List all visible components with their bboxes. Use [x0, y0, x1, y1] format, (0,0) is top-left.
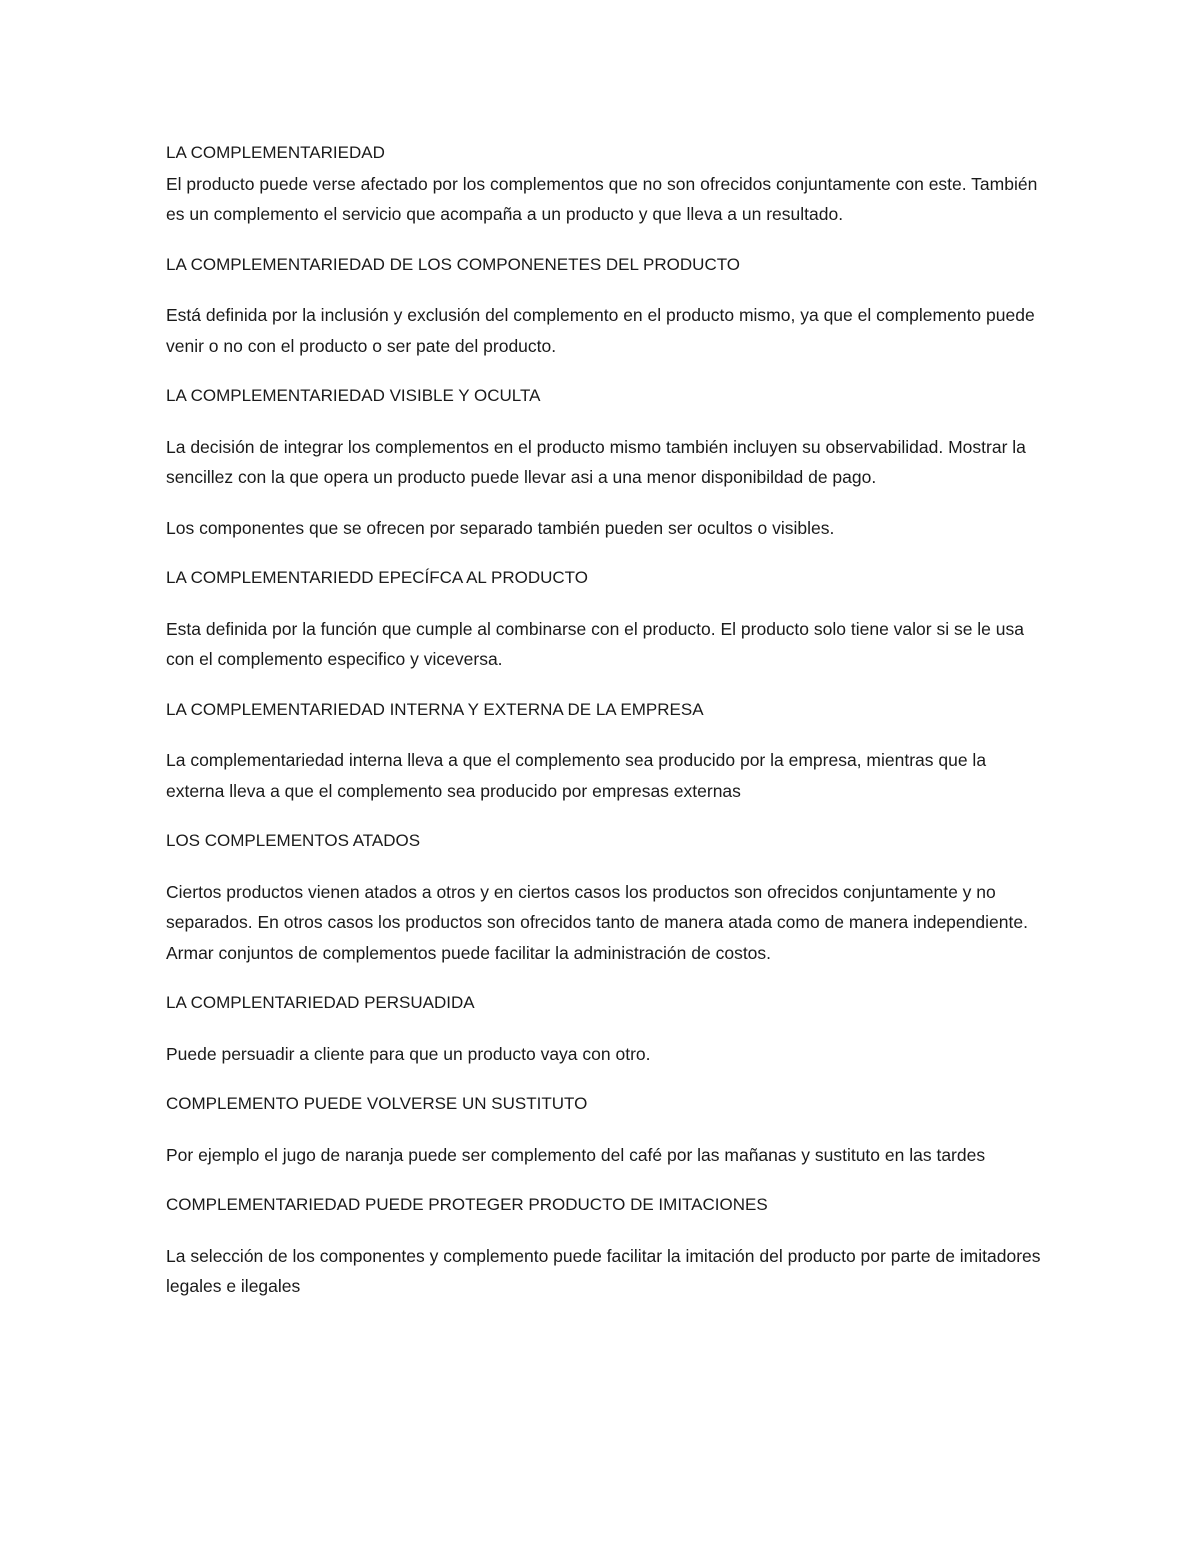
section-paragraph: Por ejemplo el jugo de naranja puede ser complemento del café por las mañanas y sustituto en las tardes [166, 1144, 986, 1165]
document-page [166, 138, 1046, 1302]
section-paragraph: La complementariedad interna lleva a que el complemento sea producido por la empresa, mientras que la externa lleva a que el complemento sea producido por empresas externas [166, 750, 987, 801]
section-heading: LOS COMPLEMENTOS ATADOS [166, 831, 421, 850]
section-paragraph: El producto puede verse afectado por los complementos que no son ofrecidos conjuntamente con este. También es un complemento el servicio que acompaña a un producto y que lleva a un resultado. [166, 173, 1038, 224]
section-heading: LA COMPLENTARIEDAD PERSUADIDA [166, 993, 475, 1012]
section-heading: COMPLEMENTARIEDAD PUEDE PROTEGER PRODUCTO DE IMITACIONES [166, 1195, 768, 1214]
section-paragraph: Ciertos productos vienen atados a otros y en ciertos casos los productos son ofrecidos conjuntamente y no separados. En otros casos los productos son ofrecidos tanto de manera atada como de manera independiente. Armar conjuntos de complementos puede facilitar la administración de costos. [166, 881, 1028, 963]
section-heading: COMPLEMENTO PUEDE VOLVERSE UN SUSTITUTO [166, 1094, 588, 1113]
section-heading: LA COMPLEMENTARIEDD EPECÍFCA AL PRODUCTO [166, 568, 588, 587]
section-paragraph: Esta definida por la función que cumple al combinarse con el producto. El producto solo tiene valor si se le usa con el complemento especifico y viceversa. [166, 618, 1024, 669]
section-paragraph: Los componentes que se ofrecen por separado también pueden ser ocultos o visibles. [166, 517, 835, 538]
section-heading: LA COMPLEMENTARIEDAD INTERNA Y EXTERNA DE LA EMPRESA [166, 699, 704, 719]
section-paragraph: Está definida por la inclusión y exclusión del complemento en el producto mismo, ya que el complemento puede venir o no con el producto o ser pate del producto. [166, 305, 1035, 356]
section-heading: LA COMPLEMENTARIEDAD VISIBLE Y OCULTA [166, 386, 541, 405]
section-heading: LA COMPLEMENTARIEDAD DE LOS COMPONENETES DEL PRODUCTO [166, 254, 741, 274]
section-paragraph: La decisión de integrar los complementos en el producto mismo también incluyen su observabilidad. Mostrar la sencillez con la que opera un producto puede llevar asi a una menor disponibildad de pago. [166, 436, 1026, 487]
section-heading: LA COMPLEMENTARIEDAD [166, 143, 385, 162]
section-paragraph: Puede persuadir a cliente para que un producto vaya con otro. [166, 1043, 651, 1064]
section-paragraph: La selección de los componentes y complemento puede facilitar la imitación del producto por parte de imitadores legales e ilegales [166, 1245, 1041, 1296]
